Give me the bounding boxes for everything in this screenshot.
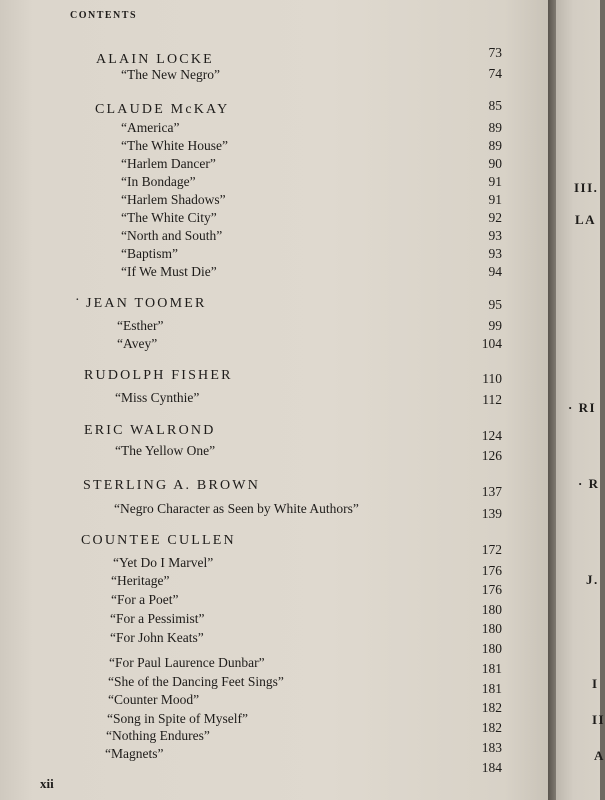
page-number: 90 (488, 156, 502, 171)
entry-title: “The White City” (121, 210, 217, 225)
page-number: 94 (488, 264, 502, 279)
right-page-text: J. (586, 572, 599, 587)
entry-title: “Esther” (117, 318, 164, 333)
page-number: 92 (488, 210, 502, 225)
entry-title: “Baptism” (121, 246, 178, 261)
page-number: 104 (481, 336, 502, 351)
entry-title: “Heritage” (111, 573, 170, 588)
entry-title: “For a Poet” (111, 592, 179, 607)
right-page (556, 0, 605, 800)
page-number: 99 (488, 318, 502, 333)
page-number: 112 (482, 392, 502, 407)
right-page-text: II (592, 712, 605, 727)
right-page-text: I (592, 676, 599, 691)
entry-title: “For Paul Laurence Dunbar” (109, 655, 265, 670)
page-number: 91 (488, 192, 502, 207)
page-number: 85 (488, 98, 502, 113)
page-folio: xii (40, 776, 54, 791)
right-page-text: · RI (568, 400, 597, 415)
page-number: 126 (481, 448, 502, 463)
page-number: 110 (482, 371, 502, 386)
page-number: 176 (481, 563, 502, 578)
entry-title: “The New Negro” (121, 67, 220, 82)
entry-title: “For John Keats” (110, 630, 204, 645)
page-number: 74 (488, 66, 502, 81)
right-page-text: A (594, 748, 605, 763)
page-number: 181 (481, 681, 502, 696)
page-number: 124 (481, 428, 502, 443)
entry-title: “In Bondage” (121, 174, 196, 189)
page-number: 180 (481, 602, 502, 617)
entry-title: “Avey” (117, 336, 158, 351)
entry-title: “Miss Cynthie” (115, 390, 200, 405)
page-number: 139 (481, 506, 502, 521)
author-heading: COUNTEE CULLEN (81, 533, 236, 548)
entry-title: “Nothing Endures” (106, 728, 210, 743)
entry-title: “Harlem Dancer” (121, 156, 216, 171)
right-page-text: III. (574, 180, 599, 195)
author-heading: JEAN TOOMER (86, 296, 207, 311)
right-page-text: · R (578, 476, 600, 491)
page-number: 89 (488, 138, 502, 153)
running-header: CONTENTS (70, 10, 138, 21)
page-number: 137 (481, 484, 502, 499)
page-number: 184 (481, 760, 502, 775)
author-heading: ERIC WALROND (84, 423, 216, 438)
entry-title: “Song in Spite of Myself” (107, 711, 248, 726)
page-number: 73 (488, 45, 502, 60)
page-number: 176 (481, 582, 502, 597)
page-number: 183 (481, 740, 502, 755)
author-heading: CLAUDE McKAY (95, 102, 230, 117)
entry-title: “America” (121, 120, 180, 135)
page-number: 95 (488, 297, 502, 312)
page-number: 93 (488, 246, 502, 261)
page-number: 180 (481, 621, 502, 636)
entry-title: “Magnets” (105, 746, 164, 761)
author-heading: STERLING A. BROWN (83, 478, 261, 493)
entry-title: “The White House” (121, 138, 228, 153)
entry-title: “For a Pessimist” (110, 611, 205, 626)
page-number: 172 (481, 542, 502, 557)
entry-title: “Counter Mood” (108, 692, 200, 707)
right-page-text: LA (575, 212, 597, 227)
entry-title: “Yet Do I Marvel” (113, 555, 214, 570)
page-number: 182 (481, 720, 502, 735)
page-number: 181 (481, 661, 502, 676)
entry-title: “North and South” (121, 228, 223, 243)
page-number: 180 (481, 641, 502, 656)
entry-title: “Negro Character as Seen by White Authors” (114, 501, 359, 516)
entry-title: “She of the Dancing Feet Sings” (108, 674, 284, 689)
author-heading: RUDOLPH FISHER (84, 368, 233, 383)
entry-title: “If We Must Die” (121, 264, 217, 279)
entry-title: “The Yellow One” (115, 443, 216, 458)
page-number: 91 (488, 174, 502, 189)
margin-mark: · (75, 293, 80, 308)
page-number: 93 (488, 228, 502, 243)
page-number: 89 (488, 120, 502, 135)
author-heading: ALAIN LOCKE (96, 52, 214, 67)
page-number: 182 (481, 700, 502, 715)
entry-title: “Harlem Shadows” (121, 192, 226, 207)
